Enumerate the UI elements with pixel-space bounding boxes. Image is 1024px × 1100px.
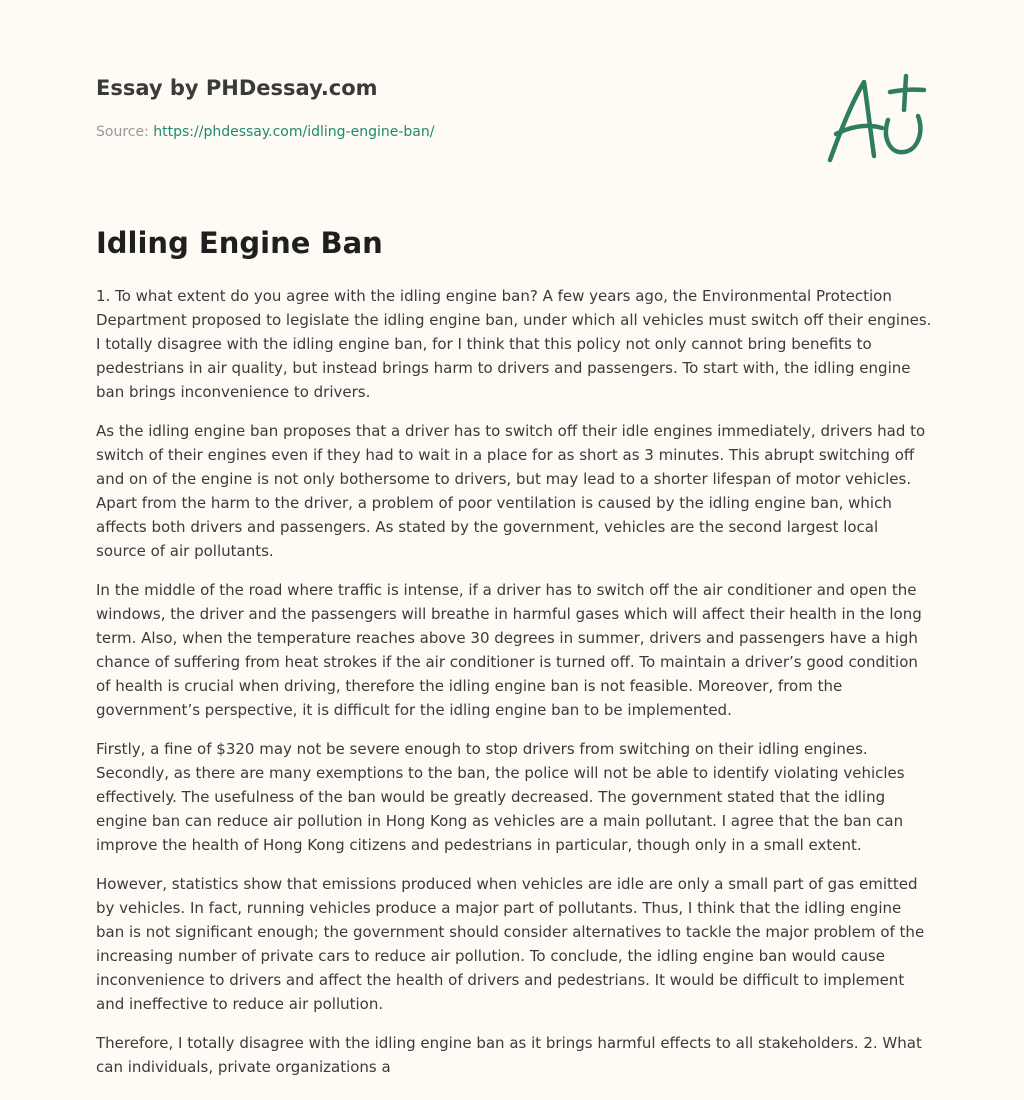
essay-paragraph: In the middle of the road where traffic is intense, if a driver has to switch off the air conditioner and open the windows, the driver and the passengers will breathe in harmful gases which will affect their health in the long term. Also, when the temperature reaches above 30 degrees in summer, drivers and passengers have a high chance of suffering from heat strokes if the air conditioner is turned off. To maintain a driver’s good condition of health is crucial when driving, therefore the idling engine ban is not feasible. Moreover, from the government’s perspective, it is difficult for the idling engine ban to be implemented. xyxy=(96,581,922,719)
source-label: Source: xyxy=(96,124,154,140)
a-plus-logo-icon xyxy=(824,72,928,164)
essay-paragraph: As the idling engine ban proposes that a driver has to switch off their idle engines immediately, drivers had to switch of their engines even if they had to wait in a place for as short as 3 minutes. This abrupt switching off and on of the engine is not only bothersome to drivers, but may lead to a shorter lifespan of motor vehicles. Apart from the harm to the driver, a problem of poor ventilation is caused by the idling engine ban, which affects both drivers and passengers. As stated by the government, vehicles are the second largest local source of air pollutants. xyxy=(96,422,926,560)
essay-paragraph: Therefore, I totally disagree with the idling engine ban as it brings harmful effects to all stakeholders. 2. What can individuals, private organizations a xyxy=(96,1034,922,1076)
essay-title: Idling Engine Ban xyxy=(96,226,383,260)
header xyxy=(96,72,928,182)
essay-paragraph: Firstly, a fine of $320 may not be severe enough to stop drivers from switching on their idling engines. Secondly, as there are many exemptions to the ban, the police will not be able to identify violating vehicles effectively. The usefulness of the ban would be greatly decreased. The government stated that the idling engine ban can reduce air pollution in Hong Kong as vehicles are a main pollutant. I agree that the ban can improve the health of Hong Kong citizens and pedestrians in particular, though only in a small extent. xyxy=(96,740,905,854)
essay-paragraph: However, statistics show that emissions produced when vehicles are idle are only a small part of gas emitted by vehicles. In fact, running vehicles produce a major part of pollutants. Thus, I think that the idling engine ban is not significant enough; the government should consider alternatives to tackle the major problem of the increasing number of private cars to reduce air pollution. To conclude, the idling engine ban would cause inconvenience to drivers and affect the health of drivers and pedestrians. It would be difficult to implement and ineffective to reduce air pollution. xyxy=(96,875,925,1013)
source-link[interactable]: https://phdessay.com/idling-engine-ban/ xyxy=(153,124,435,140)
site-title: Essay by PHDessay.com xyxy=(96,76,378,100)
essay-paragraph: 1. To what extent do you agree with the idling engine ban? A few years ago, the Environmental Protection Department proposed to legislate the idling engine ban, under which all vehicles must switch off their engines. I totally disagree with the idling engine ban, for I think that this policy not only cannot bring benefits to pedestrians in air quality, but instead brings harm to drivers and passengers. To start with, the idling engine ban brings inconvenience to drivers. xyxy=(96,287,932,401)
essay-body xyxy=(96,284,932,1084)
source-line xyxy=(96,124,434,140)
